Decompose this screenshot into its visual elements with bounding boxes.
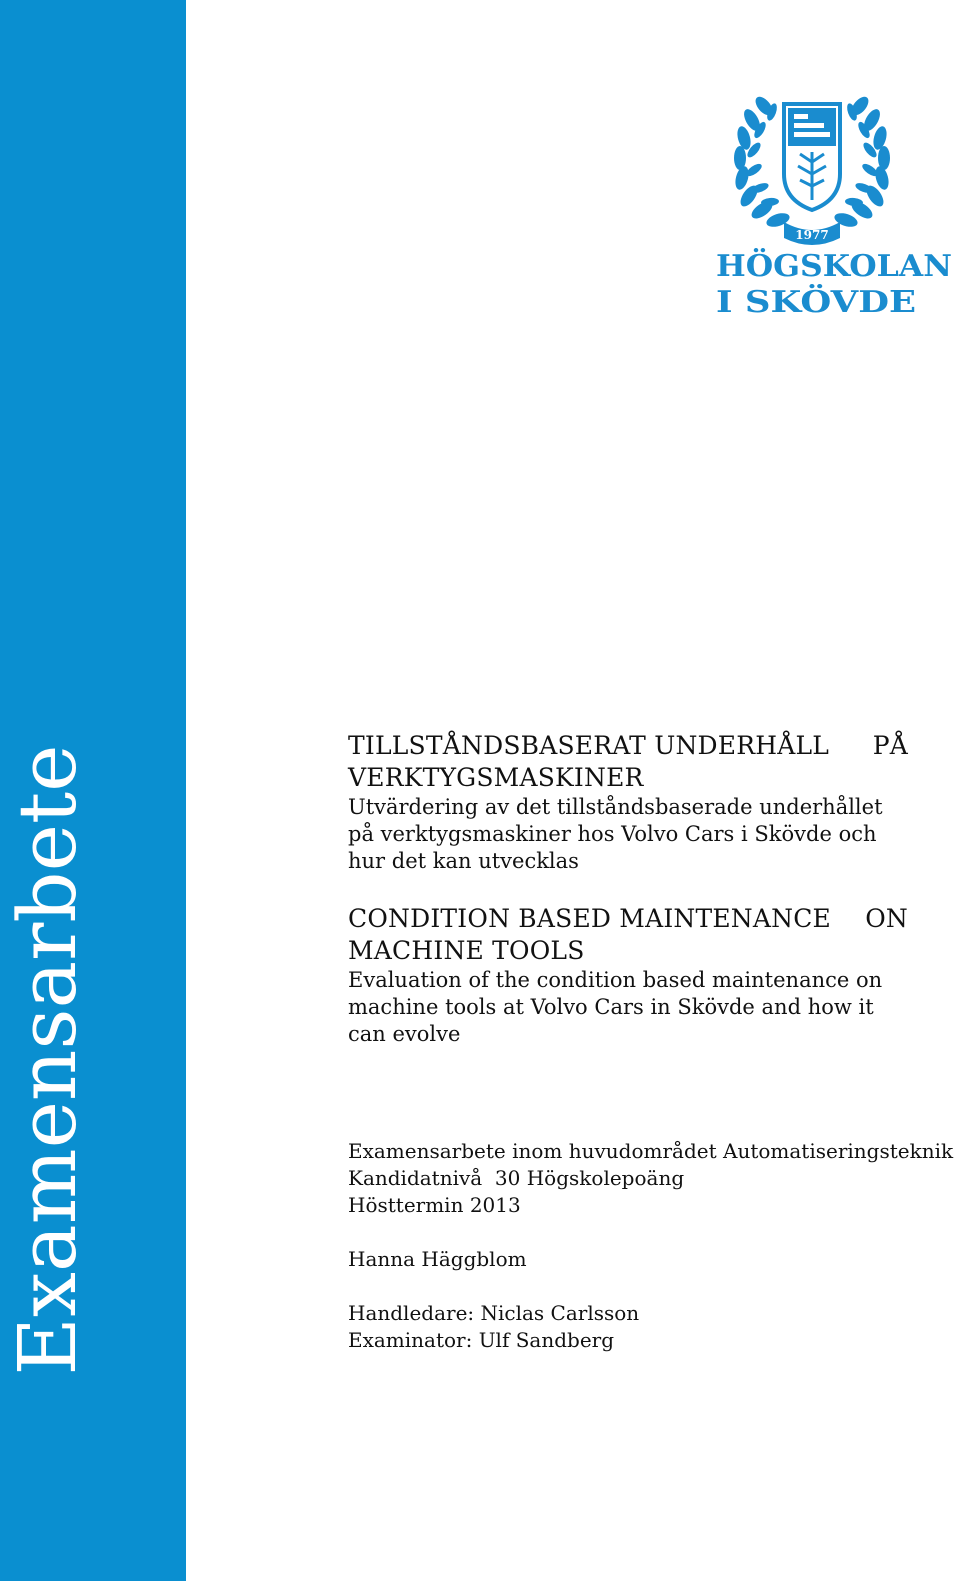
swedish-title-line1: TILLSTÅNDSBASERAT UNDERHÅLL xyxy=(348,731,830,760)
supervisor: Handledare: Niclas Carlsson xyxy=(348,1301,640,1325)
side-color-band xyxy=(0,0,186,1581)
cover-content xyxy=(348,730,954,1354)
english-subtitle-line2: machine tools at Volvo Cars in Skövde and how it xyxy=(348,995,874,1019)
english-title-line2: MACHINE TOOLS xyxy=(348,936,585,965)
swedish-title-block xyxy=(348,730,948,875)
thesis-info xyxy=(348,1138,954,1219)
examiner: Examinator: Ulf Sandberg xyxy=(348,1328,615,1352)
supervisors-block xyxy=(348,1300,948,1354)
author-name: Hanna Häggblom xyxy=(348,1247,527,1271)
logo-year: 1977 xyxy=(795,228,829,242)
swedish-subtitle-line3: hur det kan utvecklas xyxy=(348,849,579,873)
english-title-line1-end: ON xyxy=(865,904,908,933)
swedish-title-line2: VERKTYGSMASKINER xyxy=(348,763,644,792)
english-subtitle-line1: Evaluation of the condition based maintenance on xyxy=(348,968,883,992)
thesis-level: Kandidatnivå 30 Högskolepoäng xyxy=(348,1166,685,1190)
english-subtitle xyxy=(348,967,908,1048)
english-title xyxy=(348,903,908,967)
swedish-subtitle-line2: på verktygsmaskiner hos Volvo Cars i Skövde och xyxy=(348,822,877,846)
university-logo xyxy=(712,82,956,322)
swedish-subtitle xyxy=(348,794,908,875)
english-subtitle-line3: can evolve xyxy=(348,1022,461,1046)
side-band-label: Examensarbete xyxy=(1,744,94,1376)
english-title-line1: CONDITION BASED MAINTENANCE xyxy=(348,904,831,933)
english-title-block xyxy=(348,903,948,1048)
thesis-subject: Examensarbete inom huvudområdet Automatiseringsteknik xyxy=(348,1139,954,1163)
swedish-subtitle-line1: Utvärdering av det tillståndsbaserade underhållet xyxy=(348,795,883,819)
logo-name-line1: HÖGSKOLAN xyxy=(716,249,941,284)
thesis-term: Hösttermin 2013 xyxy=(348,1193,521,1217)
swedish-title xyxy=(348,730,908,794)
swedish-title-line1-end: PÅ xyxy=(872,731,908,760)
logo-name-line2: I SKÖVDE xyxy=(716,285,886,320)
